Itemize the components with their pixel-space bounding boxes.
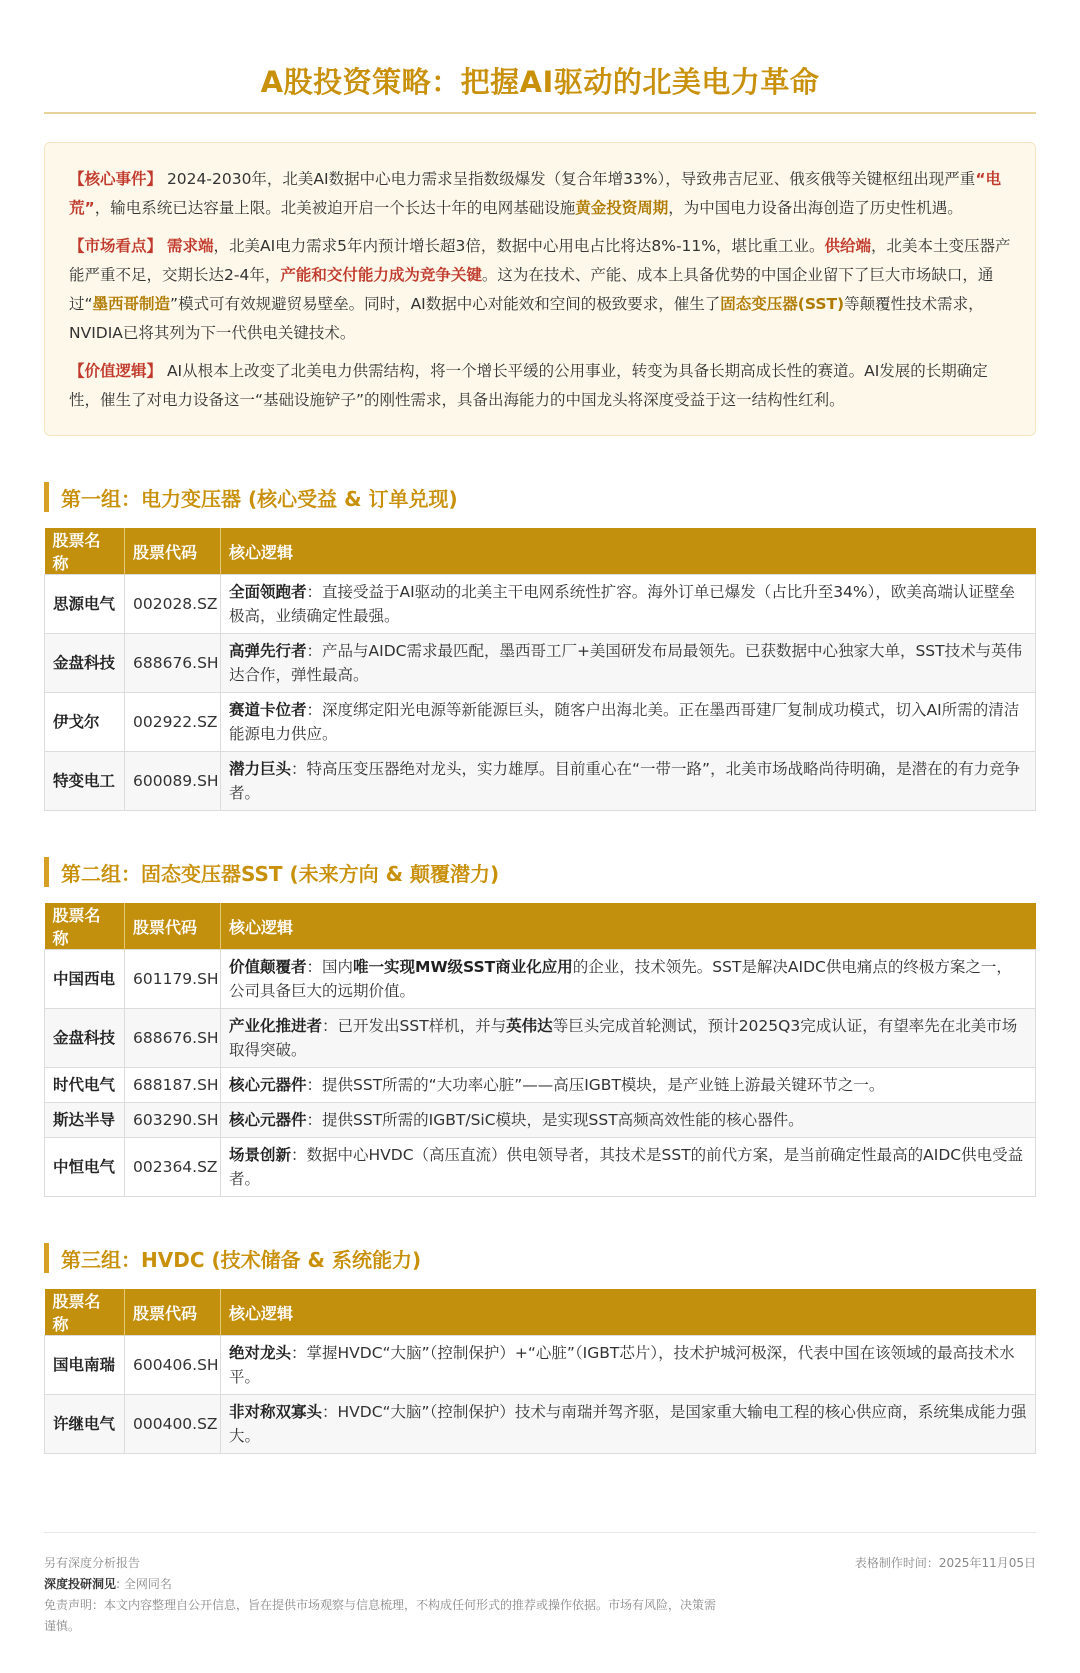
page [44, 0, 1036, 1454]
logic-text: ：深度绑定阳光电源等新能源巨头，随客户出海北美。正在墨西哥建厂复制成功模式，切入AI所需的清洁能源电力供应。 [229, 701, 1020, 743]
stock-name: 伊戈尔 [45, 693, 125, 752]
footer-left [44, 1553, 724, 1637]
stock-logic [221, 950, 1036, 1009]
logic-key: 价值颠覆者 [229, 958, 307, 976]
stock-name: 中国西电 [45, 950, 125, 1009]
section-bar [44, 482, 49, 512]
group2-heading [44, 857, 1036, 887]
logic-text: ：HVDC“大脑”（控制保护）技术与南瑞并驾齐驱，是国家重大输电工程的核心供应商，系统集成能力强大。 [229, 1403, 1027, 1445]
logic-key: 核心元器件 [229, 1111, 307, 1129]
footer-date: 表格制作时间：2025年11月05日 [854, 1556, 1036, 1570]
table-row [45, 1068, 1036, 1103]
logic-text: ：提供SST所需的IGBT/SiC模块，是实现SST高频高效性能的核心器件。 [306, 1111, 804, 1129]
footer-brand-label: 深度投研洞见 [44, 1577, 117, 1591]
stock-code: 002028.SZ [125, 575, 221, 634]
group2-title: 第二组：固态变压器SST (未来方向 & 颠覆潜力) [61, 861, 500, 886]
group3-title: 第三组：HVDC (技术储备 & 系统能力) [61, 1247, 422, 1272]
stock-code: 601179.SH [125, 950, 221, 1009]
header-code: 股票代码 [125, 528, 221, 575]
table-header-row [45, 1289, 1036, 1336]
highlight-gold: 墨西哥制造 [92, 295, 171, 313]
group1-title: 第一组：电力变压器 (核心受益 & 订单兑现) [61, 486, 458, 511]
logic-key: 全面领跑者 [229, 583, 307, 601]
logic-key: 高弹先行者 [229, 642, 307, 660]
logic-bold: 英伟达 [506, 1017, 553, 1035]
table-row [45, 950, 1036, 1009]
table-row [45, 1009, 1036, 1068]
stock-code: 688676.SH [125, 634, 221, 693]
logic-key: 赛道卡位者 [229, 701, 307, 719]
logic-key: 核心元器件 [229, 1076, 307, 1094]
stock-name: 国电南瑞 [45, 1336, 125, 1395]
table-row [45, 1336, 1036, 1395]
stock-name: 许继电气 [45, 1395, 125, 1454]
table-row [45, 575, 1036, 634]
core-event-tag: 【核心事件】 [69, 170, 163, 188]
logic-text: ：掌握HVDC“大脑”（控制保护）+“心脏”（IGBT芯片），技术护城河极深，代表中国在该领域的最高技术水平。 [229, 1344, 1015, 1386]
table-row [45, 1103, 1036, 1138]
footer [44, 1532, 1036, 1637]
header-logic: 核心逻辑 [221, 1289, 1036, 1336]
title-divider [44, 112, 1036, 114]
footer-report-note: 另有深度分析报告 [44, 1556, 141, 1570]
highlight-gold: 黄金投资周期 [575, 199, 669, 217]
logic-key: 场景创新 [229, 1146, 292, 1164]
stock-logic [221, 1395, 1036, 1454]
stock-code: 600089.SH [125, 752, 221, 811]
stock-code: 002922.SZ [125, 693, 221, 752]
table-row [45, 752, 1036, 811]
highlight-red: “电荒” [69, 170, 1001, 217]
text: 2024-2030年，北美AI数据中心电力需求呈指数级爆发（复合年增33%），导致弗吉尼亚、俄亥俄等关键枢纽出现严重 [162, 170, 976, 188]
summary-market-view [69, 232, 1011, 348]
stock-code: 000400.SZ [125, 1395, 221, 1454]
footer-brand-value: : 全网同名 [116, 1577, 172, 1591]
text: ，为中国电力设备出海创造了历史性机遇。 [668, 199, 963, 217]
text: ”模式可有效规避贸易壁垒。同时，AI数据中心对能效和空间的极致要求，催生了 [170, 295, 721, 313]
logic-text: 的企业，技术领先。SST是解决AIDC供电痛点的终极方案之一，公司具备巨大的远期价值。 [229, 958, 1012, 1000]
logic-text: 等巨头完成首轮测试，预计2025Q3完成认证，有望率先在北美市场取得突破。 [229, 1017, 1018, 1059]
stock-logic [221, 1103, 1036, 1138]
stock-code: 688676.SH [125, 1009, 221, 1068]
summary-value-logic [69, 357, 1011, 415]
highlight-red: 供给端 [824, 237, 872, 255]
value-logic-tag: 【价值逻辑】 [69, 362, 163, 380]
stock-name: 思源电气 [45, 575, 125, 634]
header-name: 股票名称 [45, 528, 125, 575]
header-logic: 核心逻辑 [221, 528, 1036, 575]
text: ，输电系统已达容量上限。北美被迫开启一个长达十年的电网基础设施 [94, 199, 576, 217]
table-header-row [45, 528, 1036, 575]
text: AI从根本上改变了北美电力供需结构，将一个增长平缓的公用事业，转变为具备长期高成长性的赛道。AI发展的长期确定性，催生了对电力设备这一“基础设施铲子”的刚性需求，具备出海能力的中国龙头将深度受益于这一结构性红利。 [69, 362, 988, 409]
logic-key: 非对称双寡头 [229, 1403, 323, 1421]
section-bar [44, 1243, 49, 1273]
stock-logic [221, 752, 1036, 811]
stock-name: 特变电工 [45, 752, 125, 811]
market-view-tag: 【市场看点】 [69, 237, 163, 255]
header-code: 股票代码 [125, 1289, 221, 1336]
summary-core-event [69, 165, 1011, 223]
stock-logic [221, 575, 1036, 634]
stock-code: 688187.SH [125, 1068, 221, 1103]
table-row [45, 1395, 1036, 1454]
table-row [45, 634, 1036, 693]
page-title: A股投资策略：把握AI驱动的北美电力革命 [260, 65, 820, 99]
text: ，北美AI电力需求5年内预计增长超3倍，数据中心用电占比将达8%-11%，堪比重工业。 [213, 237, 825, 255]
stock-name: 斯达半导 [45, 1103, 125, 1138]
stock-logic [221, 1138, 1036, 1197]
stock-name: 金盘科技 [45, 1009, 125, 1068]
header-name: 股票名称 [45, 1289, 125, 1336]
stock-name: 中恒电气 [45, 1138, 125, 1197]
header-name: 股票名称 [45, 903, 125, 950]
group1-heading [44, 482, 1036, 512]
highlight-gold: 固态变压器(SST) [720, 295, 845, 313]
stock-logic [221, 634, 1036, 693]
footer-brand [44, 1574, 724, 1595]
group1-table [44, 528, 1036, 811]
section-bar [44, 857, 49, 887]
table-row [45, 1138, 1036, 1197]
logic-key: 绝对龙头 [229, 1344, 292, 1362]
logic-text: ：提供SST所需的“大功率心脏”——高压IGBT模块，是产业链上游最关键环节之一。 [306, 1076, 885, 1094]
stock-code: 600406.SH [125, 1336, 221, 1395]
table-header-row [45, 903, 1036, 950]
stock-name: 金盘科技 [45, 634, 125, 693]
table-row [45, 693, 1036, 752]
logic-key: 产业化推进者 [229, 1017, 323, 1035]
logic-text: ：数据中心HVDC（高压直流）供电领导者，其技术是SST的前代方案，是当前确定性最高的AIDC供电受益者。 [229, 1146, 1024, 1188]
stock-code: 603290.SH [125, 1103, 221, 1138]
header-logic: 核心逻辑 [221, 903, 1036, 950]
logic-text: ：已开发出SST样机，并与 [322, 1017, 507, 1035]
stock-code: 002364.SZ [125, 1138, 221, 1197]
logic-text: ：特高压变压器绝对龙头，实力雄厚。目前重心在“一带一路”，北美市场战略尚待明确，是潜在的有力竞争者。 [229, 760, 1021, 802]
highlight-red: 产能和交付能力成为竞争关键 [280, 266, 482, 284]
text: 。这为在技术、产能、成本上具备优势的中国企业留下了巨大市场缺口，通过“ [69, 266, 994, 313]
logic-bold: 唯一实现MW级SST商业化应用 [353, 958, 573, 976]
stock-logic [221, 1336, 1036, 1395]
group3-table [44, 1289, 1036, 1454]
logic-text: ：国内 [306, 958, 354, 976]
logic-text: ：产品与AIDC需求最匹配，墨西哥工厂+美国研发布局最领先。已获数据中心独家大单，SST技术与英伟达合作，弹性最高。 [229, 642, 1023, 684]
footer-disclaimer: 免责声明：本文内容整理自公开信息，旨在提供市场观察与信息梳理，不构成任何形式的推荐或操作依据。市场有风险，决策需谨慎。 [44, 1598, 717, 1633]
text: 等颠覆性技术需求，NVIDIA已将其列为下一代供电关键技术。 [69, 295, 984, 342]
stock-logic [221, 693, 1036, 752]
stock-logic [221, 1009, 1036, 1068]
logic-key: 潜力巨头 [229, 760, 292, 778]
stock-logic [221, 1068, 1036, 1103]
text: ，北美本土变压器产能严重不足，交期长达2-4年， [69, 237, 1011, 284]
stock-name: 时代电气 [45, 1068, 125, 1103]
logic-text: ：直接受益于AI驱动的北美主干电网系统性扩容。海外订单已爆发（占比升至34%），欧美高端认证壁垒极高，业绩确定性最强。 [229, 583, 1015, 625]
header-code: 股票代码 [125, 903, 221, 950]
group3-heading [44, 1243, 1036, 1273]
summary-box [44, 142, 1036, 436]
group2-table [44, 903, 1036, 1197]
highlight-red: 需求端 [166, 237, 214, 255]
